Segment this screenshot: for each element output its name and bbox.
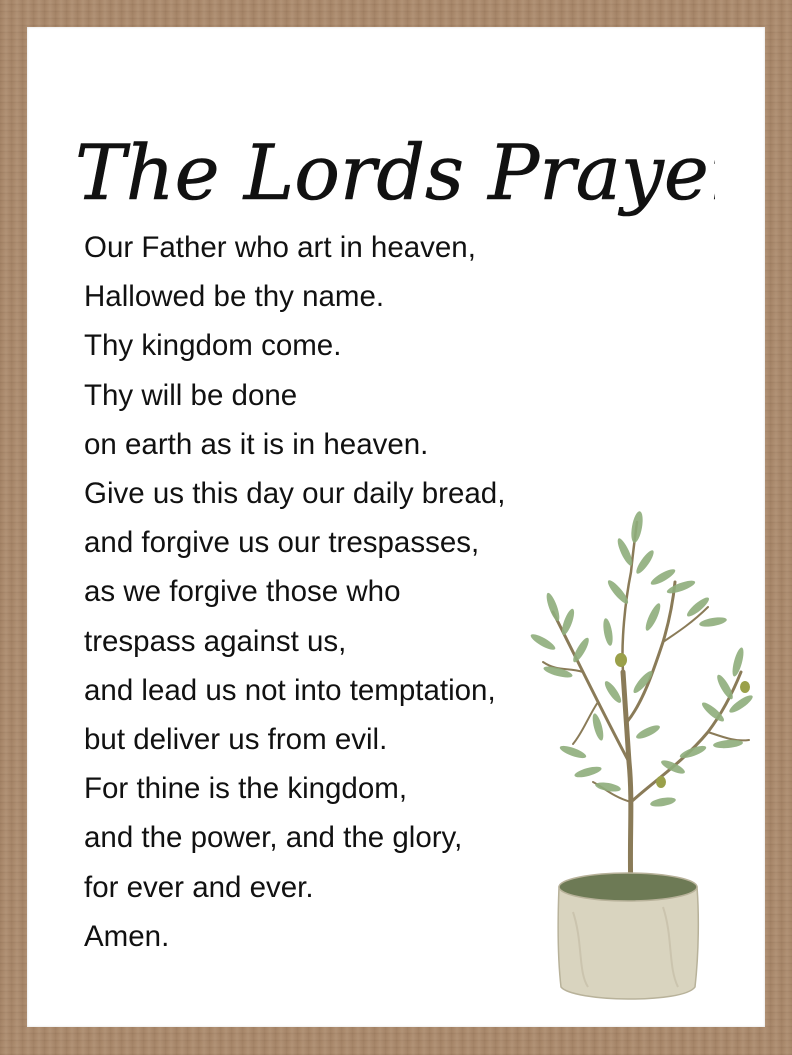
olive-tree-illustration	[513, 482, 753, 1012]
page-title	[75, 117, 715, 227]
prayer-line: Amen.	[84, 919, 170, 953]
prayer-line: and forgive us our trespasses,	[84, 526, 480, 560]
olive-tree-icon	[513, 482, 753, 1012]
prayer-line: For thine is the kingdom,	[84, 772, 408, 806]
prayer-line: and the power, and the glory,	[84, 821, 463, 855]
prayer-line: and lead us not into temptation,	[84, 673, 496, 707]
prayer-line: Hallowed be thy name.	[84, 280, 385, 314]
prayer-line: Thy will be done	[84, 378, 298, 412]
prayer-line: Our Father who art in heaven,	[84, 231, 476, 264]
prayer-line: Give us this day our daily bread,	[84, 477, 506, 511]
pot-icon	[558, 873, 698, 999]
prayer-line: Thy kingdom come.	[84, 329, 342, 363]
prayer-card	[27, 27, 765, 1027]
prayer-line: trespass against us,	[84, 624, 347, 658]
title-script	[75, 117, 715, 227]
prayer-line: on earth as it is in heaven.	[84, 427, 429, 461]
title-text: The Lords Prayer	[75, 128, 715, 217]
prayer-line: but deliver us from evil.	[84, 723, 388, 757]
prayer-line: as we forgive those who	[84, 575, 401, 609]
prayer-line: for ever and ever.	[84, 870, 314, 904]
